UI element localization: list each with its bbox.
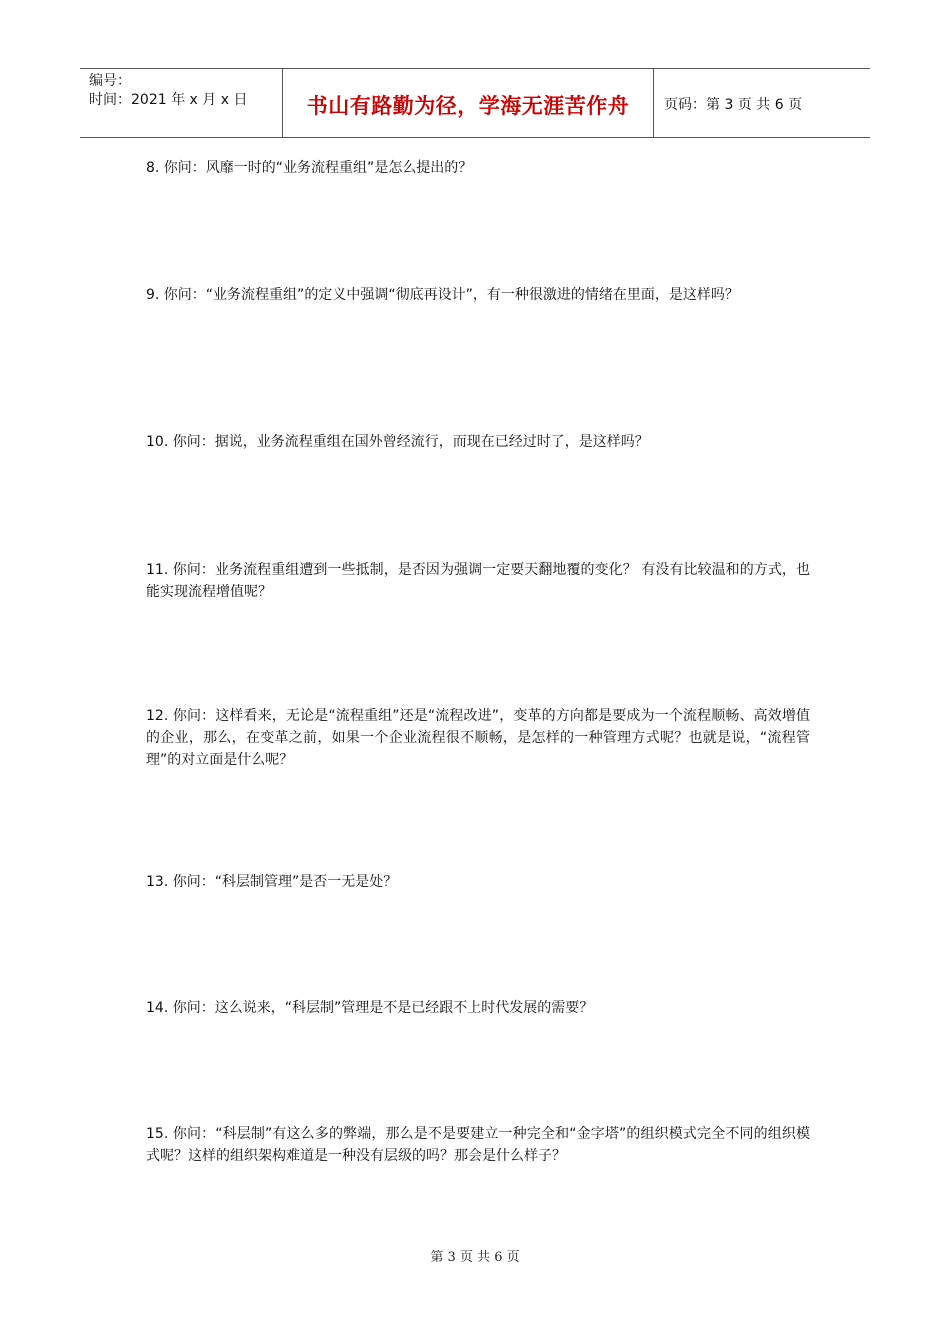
header-page-info: 页码：第 3 页 共 6 页 (664, 97, 803, 113)
question-10: 10. 你问：据说，业务流程重组在国外曾经流行，而现在已经过时了，是这样吗？ (146, 434, 649, 450)
question-8: 8. 你问：风靡一时的“业务流程重组”是怎么提出的？ (146, 160, 473, 176)
page-header (80, 68, 870, 138)
header-meta (80, 69, 282, 137)
header-motto: 书山有路勤为径，学海无涯苦作舟 (282, 69, 654, 137)
question-14: 14. 你问：这么说来，“科层制”管理是不是已经跟不上时代发展的需要？ (146, 1000, 594, 1016)
question-12: 12. 你问：这样看来，无论是“流程重组”还是“流程改进”，变革的方向都是要成为一个流程顺畅、高效增值的企业，那么，在变革之前，如果一个企业流程很不顺畅，是怎样的一种管理方式呢？也就是说，“流程管理”的对立面是什么呢？ (146, 708, 810, 768)
page-footer: 第 3 页 共 6 页 (430, 1250, 520, 1265)
question-15: 15. 你问：“科层制”有这么多的弊端，那么是不是要建立一种完全和“金字塔”的组织模式完全不同的组织模式呢？这样的组织架构难道是一种没有层级的吗？那会是什么样子？ (146, 1126, 810, 1164)
question-9: 9. 你问：“业务流程重组”的定义中强调“彻底再设计”，有一种很激进的情绪在里面，是这样吗？ (146, 287, 739, 303)
question-13: 13. 你问：“科层制管理”是否一无是处？ (146, 874, 398, 890)
question-11: 11. 你问：业务流程重组遭到一些抵制，是否因为强调一定要天翻地覆的变化？ 有没有比较温和的方式，也能实现流程增值呢？ (146, 562, 810, 600)
document-date: 时间：2021 年 x 月 x 日 (89, 92, 248, 108)
document-number-label: 编号： (89, 73, 131, 89)
